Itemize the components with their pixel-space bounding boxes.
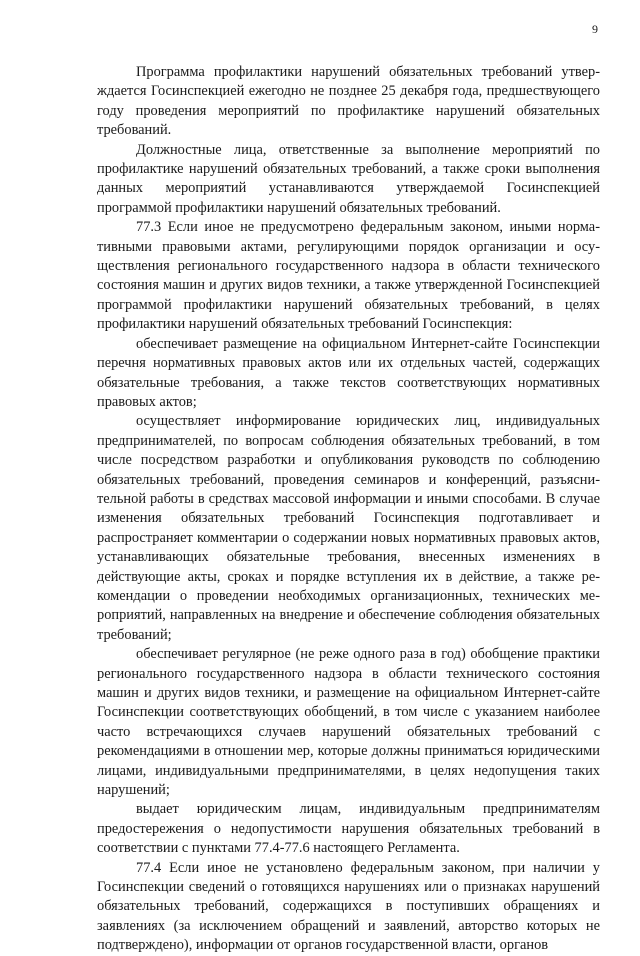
document-body	[97, 63, 600, 956]
paragraph-publishing-acts: обеспечивает размещение на официальном Интернет-сайте Госинспекции перечня нормативных правовых актов или их отдельных частей, содержащих обязательные требования, а также текстов соответствующих нормативных правовых актов;	[97, 335, 600, 410]
paragraph-informing: осуществляет информирование юридических лиц, индивидуальных предпринимателей, по вопросам соблюдения обязательных требований, в том числе посредством разработки и опубликования руководств по соблюдению обязательных требований, проведения семинаров и конференций, разъяснительной работы в средствах массовой информации и иными способами. В случае изменения обязательных требований Госинспекция подготавливает и распространяет комментарии о содержании новых нормативных правовых актов, устанавливающих обязательные требования, внесенных изменениях в действующие акты, сроках и порядке вступления их в действие, а также рекомендации о проведении необходимых организационных, технических мероприятий, направленных на внедрение и обеспечение соблюдения обязательных требований;	[97, 413, 600, 643]
paragraph-responsible-officials: Должностные лица, ответственные за выполнение мероприятий по профилактике нарушений обязательных требований, а также сроки выполнения данных мероприятий устанавливаются утверждаемой Госинспекцией программой профилактики нарушений обязательных требований.	[97, 141, 600, 216]
paragraph-generalization: обеспечивает регулярное (не реже одного раза в год) обобщение практики регионального государственного надзора в области технического состояния машин и других видов техники, и размещение на официальном Интернет-сайте Госинспекции соответствующих обобщений, в том числе с указанием наиболее часто встречающихся случаев нарушений обязательных требований с рекомендациями в отношении мер, которые должны приниматься юридическими лицами, индивидуальными предпринимателями, в целях недопущения таких нарушений;	[97, 646, 600, 799]
paragraph-77-4: 77.4 Если иное не установлено федеральным законом, при наличии у Госинспекции сведений о готовящихся нарушениях или о признаках нарушений обязательных требований, содержащихся в поступивших обращениях и заявлениях (за исключением обращений и заявлений, авторство которых не подтверждено), информации от органов государственной власти, органов	[97, 859, 600, 954]
paragraph-program-approval: Программа профилактики нарушений обязательных требований утверждается Госинспекцией ежегодно не позднее 25 декабря года, предшествующего году проведения мероприятий по профилактике нарушений обязательных требований.	[97, 64, 600, 139]
paragraph-warnings: выдает юридическим лицам, индивидуальным предпринимателям предостережения о недопустимости нарушения обязательных требований в соответствии с пунктами 77.4-77.6 настоящего Регламента.	[97, 801, 600, 857]
page-number: 9	[592, 22, 598, 36]
paragraph-77-3: 77.3 Если иное не предусмотрено федеральным законом, иными нормативными правовыми актами, регулирующими порядок организации и осуществления регионального государственного надзора в области технического состояния машин и других видов техники, а также утвержденной Госинспекцией программой профилактики нарушений обязательных требований, в целях профилактики нарушений обязательных требований Госинспекция:	[97, 219, 600, 333]
